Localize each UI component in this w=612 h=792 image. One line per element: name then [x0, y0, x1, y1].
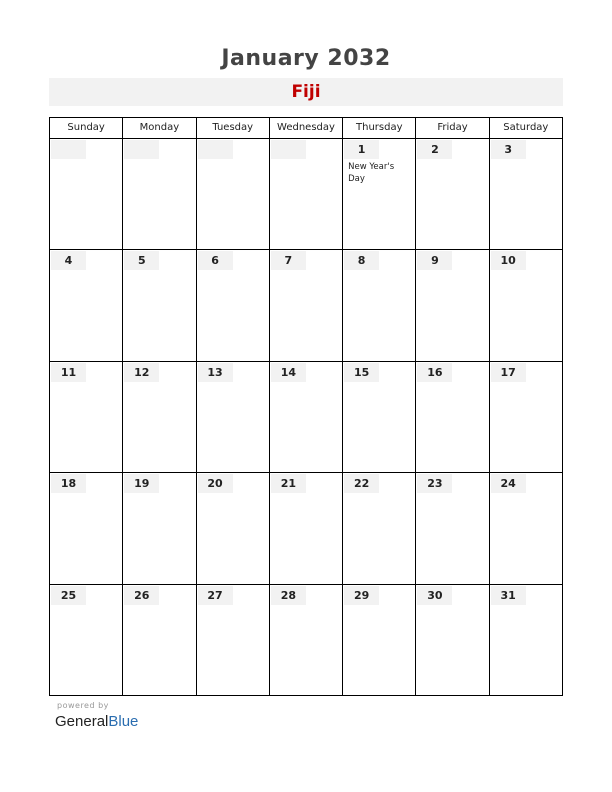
day-number: 13 — [198, 363, 233, 382]
day-number: 18 — [51, 474, 86, 493]
weekday-header-row — [50, 118, 562, 139]
day-cell[interactable] — [343, 585, 416, 696]
week-row — [50, 250, 562, 361]
calendar-title: January 2032 — [221, 46, 391, 71]
day-number: 28 — [271, 586, 306, 605]
day-cell[interactable] — [123, 139, 196, 249]
day-number: 20 — [198, 474, 233, 493]
day-cell[interactable] — [490, 362, 562, 472]
day-cell[interactable] — [343, 250, 416, 360]
day-cell[interactable] — [490, 473, 562, 583]
country-label: Fiji — [291, 82, 321, 102]
day-number: 23 — [417, 474, 452, 493]
weekday-monday: Monday — [123, 118, 196, 138]
weekday-saturday: Saturday — [503, 122, 549, 133]
day-cell[interactable] — [270, 362, 343, 472]
day-cell[interactable] — [490, 250, 562, 360]
day-cell[interactable] — [416, 250, 489, 360]
day-cell[interactable] — [343, 139, 416, 249]
day-cell[interactable] — [50, 139, 123, 249]
day-cell[interactable] — [123, 585, 196, 696]
day-number: 8 — [344, 251, 379, 270]
day-number: 22 — [344, 474, 379, 493]
day-cell[interactable] — [416, 585, 489, 696]
week-row — [50, 362, 562, 473]
day-cell[interactable] — [490, 585, 562, 696]
day-number: 27 — [198, 586, 233, 605]
day-cell[interactable] — [416, 473, 489, 583]
weekday-wednesday: Wednesday — [270, 118, 343, 138]
day-number: 26 — [124, 586, 159, 605]
day-cell[interactable] — [123, 250, 196, 360]
holiday-label: New Year's Day — [348, 162, 395, 184]
day-number: 6 — [198, 251, 233, 270]
day-number: 24 — [491, 474, 526, 493]
day-number: 1 — [344, 140, 379, 159]
day-cell[interactable] — [490, 139, 562, 249]
day-number: 19 — [124, 474, 159, 493]
day-cell[interactable] — [270, 473, 343, 583]
day-cell[interactable] — [197, 362, 270, 472]
weekday-friday: Friday — [416, 118, 489, 138]
week-row — [50, 139, 562, 250]
weekday-sunday: Sunday — [50, 118, 123, 138]
week-row — [50, 473, 562, 584]
day-cell[interactable] — [197, 585, 270, 696]
day-number: 15 — [344, 363, 379, 382]
day-number: 17 — [491, 363, 526, 382]
day-number: 31 — [491, 586, 526, 605]
day-cell[interactable] — [197, 250, 270, 360]
day-number: 21 — [271, 474, 306, 493]
day-cell[interactable] — [343, 473, 416, 583]
day-cell[interactable] — [50, 362, 123, 472]
day-cell[interactable] — [197, 139, 270, 249]
day-cell[interactable] — [270, 139, 343, 249]
weekday-thursday: Thursday — [343, 118, 416, 138]
day-cell[interactable] — [343, 362, 416, 472]
generalblue-logo[interactable] — [55, 713, 138, 730]
day-number — [124, 140, 159, 159]
day-number: 30 — [417, 586, 452, 605]
brand-general: General — [55, 713, 109, 730]
day-cell[interactable] — [197, 473, 270, 583]
day-number: 5 — [124, 251, 159, 270]
country-banner — [49, 78, 563, 106]
day-cell[interactable] — [50, 585, 123, 696]
day-cell[interactable] — [416, 139, 489, 249]
day-cell[interactable] — [416, 362, 489, 472]
brand-blue: Blue — [108, 713, 139, 730]
calendar-grid — [49, 117, 563, 696]
day-number: 3 — [491, 140, 526, 159]
day-cell[interactable] — [50, 250, 123, 360]
day-number: 16 — [417, 363, 452, 382]
day-cell[interactable] — [123, 362, 196, 472]
day-number: 11 — [51, 363, 86, 382]
day-number: 25 — [51, 586, 86, 605]
day-number: 14 — [271, 363, 306, 382]
day-number: 2 — [417, 140, 452, 159]
powered-by-text: powered by — [57, 701, 109, 710]
day-cell[interactable] — [270, 585, 343, 696]
day-number: 10 — [491, 251, 526, 270]
day-cell[interactable] — [123, 473, 196, 583]
day-cell[interactable] — [270, 250, 343, 360]
day-number — [198, 140, 233, 159]
day-number: 29 — [344, 586, 379, 605]
weekday-tuesday: Tuesday — [197, 118, 270, 138]
day-number — [271, 140, 306, 159]
day-cell[interactable] — [50, 473, 123, 583]
day-number — [51, 140, 86, 159]
day-number: 7 — [271, 251, 306, 270]
day-number: 4 — [51, 251, 86, 270]
day-number: 12 — [124, 363, 159, 382]
week-row — [50, 585, 562, 696]
day-number: 9 — [417, 251, 452, 270]
